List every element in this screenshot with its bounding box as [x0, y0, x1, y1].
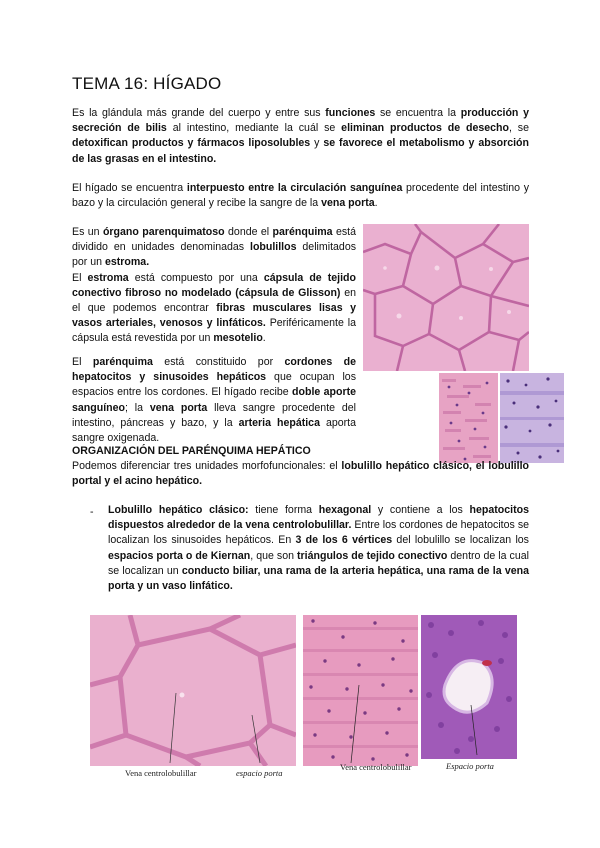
classic-lobule-micrograph [90, 615, 296, 766]
caption-left-vena: Vena centrolobulillar [125, 768, 197, 778]
hepatocyte-cords-micrograph [439, 373, 498, 463]
hepatocytes-micrograph [303, 615, 418, 766]
organ-paragraph: Es un órgano parenquimatoso donde el parénquima está dividido en unidades denominadas lobulillos delimitados por un estroma. El estroma está compuesto por una cápsula de tejido conectivo fibroso no modelado (cápsula de Glisson) en el que podemos encontrar fibras musculares lisas y vasos arteriales, venosos y linfáticos. Periféricamente la cápsula está revestida por un mesotelio. [72, 226, 357, 345]
caption-left-portal: espacio porta [236, 768, 283, 778]
purple-stain-micrograph [500, 373, 564, 463]
caption-right-portal: Espacio porta [446, 761, 494, 771]
caption-mid-vena: Vena centrolobulillar [340, 762, 412, 772]
section-heading: ORGANIZACIÓN DEL PARÉNQUIMA HEPÁTICO [72, 445, 311, 457]
liver-lobules-micrograph [363, 224, 529, 371]
intro-paragraph: Es la glándula más grande del cuerpo y entre sus funciones se encuentra la producción y secreción de bilis al intestino, mediante la cuál se eliminan productos de desecho, se detoxifican productos y fármacos liposolubles y se favorece el metabolismo y absorción de las grasas en el intestino. [72, 107, 530, 165]
circulation-paragraph: El hígado se encuentra interpuesto entre la circulación sanguínea procedente del intestino y bazo y la circulación general y recibe la sangre de la vena porta. [72, 182, 529, 210]
portal-space-micrograph [421, 615, 517, 759]
bullet-dash: - [90, 506, 94, 518]
bullet-paragraph: Lobulillo hepático clásico: tiene forma hexagonal y contiene a los hepatocitos dispuestos alrededor de la vena centrolobulillar. Entre los cordones de hepatocitos se localizan los sinusoides hepáticos. En 3 de los 6 vértices del lobulillo se localizan los espacios porta o de Kiernan, que son triángulos de tejido conectivo dentro de la cual se localizan un conducto biliar, una rama de la arteria hepática, una rama de la vena porta y un vaso linfático. [108, 504, 530, 593]
section-intro-paragraph: Podemos diferenciar tres unidades morfofuncionales: el lobulillo hepático clásico, el lobulillo portal y el acino hepático. [72, 460, 529, 488]
parenchyma-paragraph-part1: El parénquima está constituido por cordones de hepatocitos y sinusoides hepáticos que ocupan los espacios entre los cordones. El hígado recibe doble aporte sanguíneo; la vena porta lleva sangre procedente del intestino, páncreas y bazo, y la arteria hepática aporta sangre oxigenada. [72, 356, 356, 445]
page-title: TEMA 16: HÍGADO [72, 74, 222, 93]
